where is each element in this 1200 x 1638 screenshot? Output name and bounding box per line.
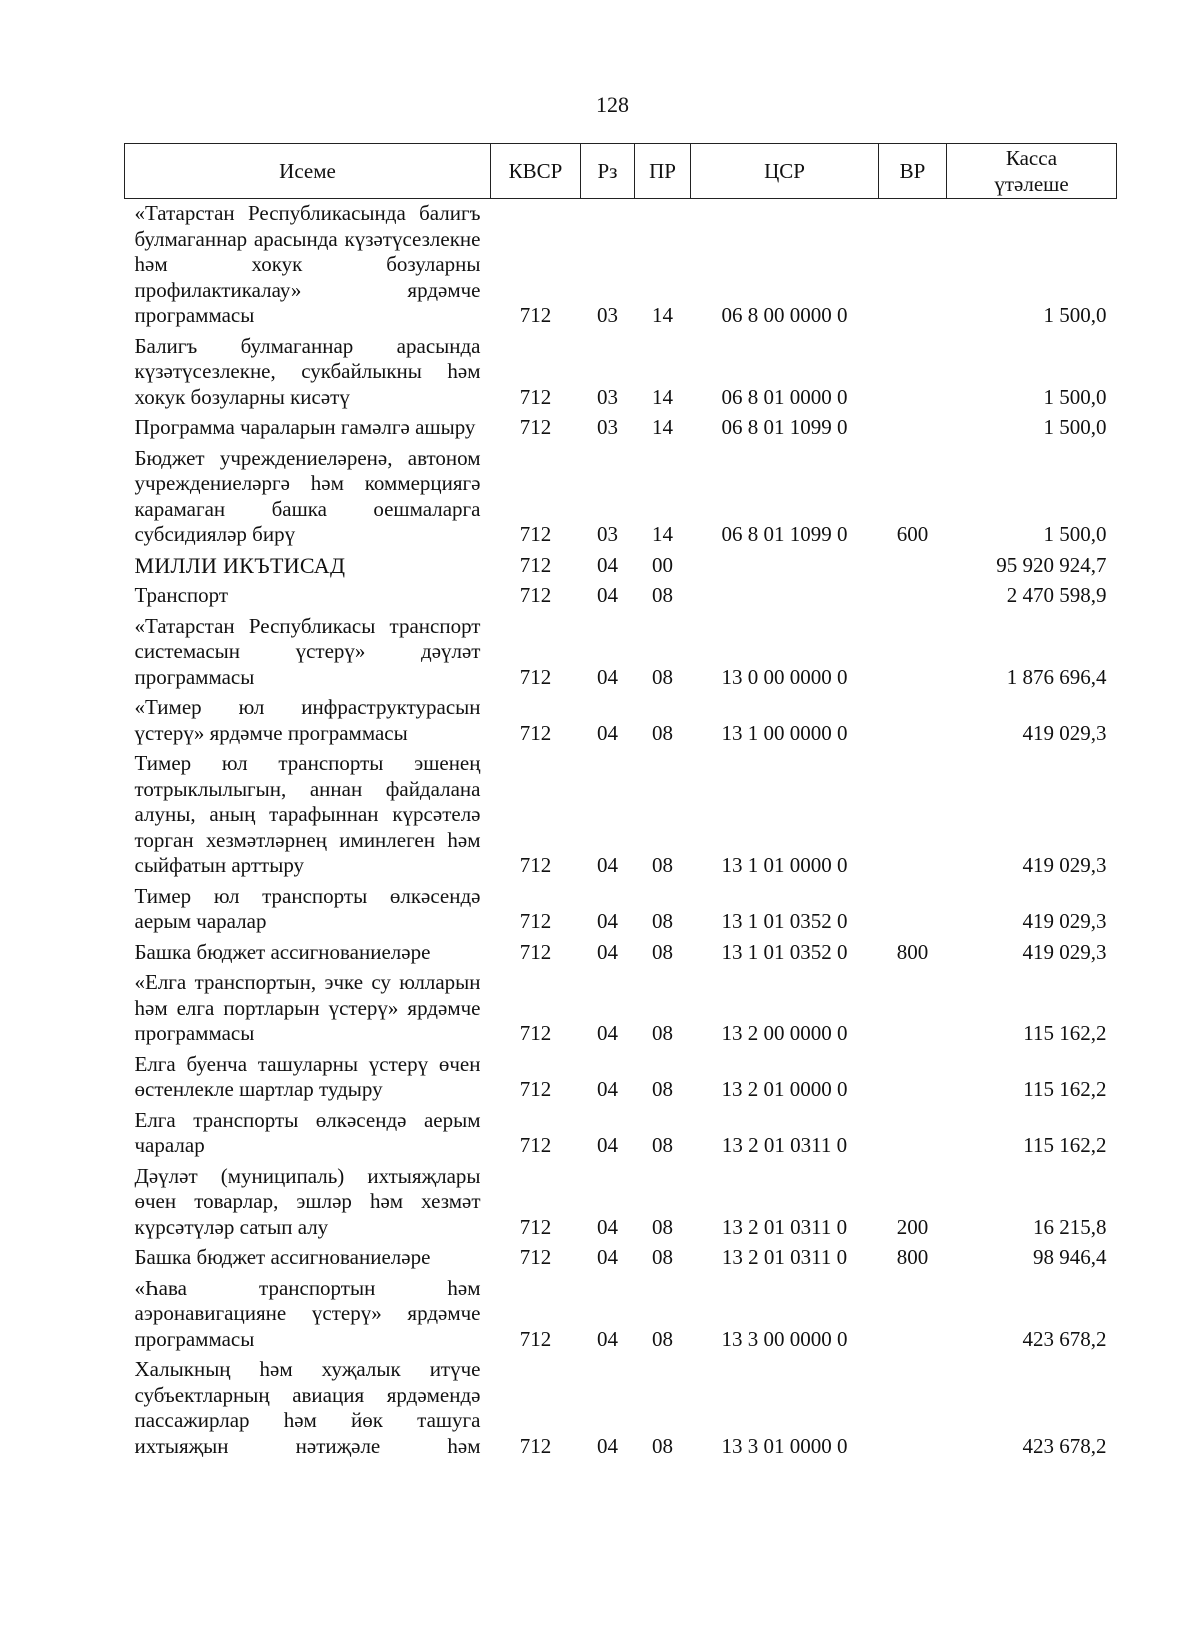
cell-pr: 08 — [652, 1021, 673, 1045]
cell-pr: 08 — [652, 1433, 673, 1458]
cell-csr: 13 2 01 0311 0 — [721, 1245, 848, 1269]
cell-rz: 04 — [597, 720, 618, 745]
cell-kvsr: 712 — [519, 720, 552, 745]
table-row — [125, 413, 1117, 444]
cell-name: «Татарстан Республикасы транспорт системасын үстерү» дәүләт программасы — [134, 613, 481, 689]
cell-kvsr: 712 — [519, 1133, 552, 1157]
cell-rz: 04 — [597, 1326, 618, 1351]
cell-sum: 1 500,0 — [1043, 415, 1107, 439]
cell-kvsr: 712 — [519, 1021, 552, 1045]
cell-pr: 14 — [652, 384, 673, 409]
cell-name: Транспорт — [134, 583, 229, 607]
cell-sum: 1 876 696,4 — [1006, 664, 1107, 689]
table-row — [125, 938, 1117, 969]
cell-vr — [879, 332, 947, 414]
cell-sum: 1 500,0 — [1043, 522, 1107, 546]
cell-csr: 06 8 00 0000 0 — [721, 303, 848, 327]
cell-name: «Елга транспортын, эчке су юлларын һәм елга портларын үстерү» ярдәмче программасы — [134, 970, 481, 1045]
cell-name: «Тимер юл инфраструктурасын үстерү» ярдәмче программасы — [134, 695, 481, 745]
cell-kvsr: 712 — [519, 1433, 552, 1458]
cell-sum: 98 946,4 — [1033, 1245, 1107, 1269]
table-row — [125, 1162, 1117, 1244]
table-header — [125, 144, 1117, 199]
budget-table — [124, 143, 1117, 1462]
cell-sum: 423 678,2 — [1022, 1433, 1107, 1458]
cell-csr: 13 3 00 0000 0 — [721, 1326, 848, 1351]
table-row — [125, 581, 1117, 612]
cell-csr: 13 0 00 0000 0 — [721, 664, 848, 689]
cell-vr — [879, 612, 947, 694]
table-row — [125, 444, 1117, 551]
cell-kvsr: 712 — [519, 522, 552, 546]
cell-rz: 04 — [597, 552, 618, 577]
cell-pr: 08 — [652, 720, 673, 745]
cell-pr: 08 — [652, 1326, 673, 1351]
cell-rz: 04 — [597, 1214, 618, 1239]
cell-rz: 04 — [597, 939, 618, 964]
cell-vr: 600 — [896, 522, 929, 546]
table-body — [125, 199, 1117, 1463]
cell-sum: 1 500,0 — [1043, 384, 1107, 409]
cell-pr: 08 — [652, 853, 673, 877]
cell-pr: 08 — [652, 909, 673, 933]
cell-pr: 14 — [652, 303, 673, 327]
cell-sum: 419 029,3 — [1022, 720, 1107, 745]
cell-rz: 04 — [597, 1077, 618, 1101]
cell-name: МИЛЛИ ИКЪТИСАД — [134, 552, 346, 578]
cell-sum: 423 678,2 — [1022, 1326, 1107, 1351]
cell-vr — [879, 413, 947, 444]
cell-sum: 115 162,2 — [1023, 1021, 1107, 1045]
cell-csr: 13 1 01 0352 0 — [721, 909, 848, 933]
column-header-name: Исеме — [125, 144, 491, 199]
cell-csr: 13 2 01 0311 0 — [721, 1214, 848, 1239]
cell-name: «Татарстан Республикасында балигъ булмаганнар арасында күзәтүсезлекне һәм хокук бозуларны профилактикалау» ярдәмче программасы — [134, 201, 481, 327]
cell-csr: 13 2 01 0311 0 — [721, 1133, 848, 1157]
cell-vr — [879, 551, 947, 582]
table-row — [125, 1050, 1117, 1106]
cell-pr: 08 — [652, 1077, 673, 1101]
cell-csr: 13 3 01 0000 0 — [721, 1433, 848, 1458]
cell-csr: 06 8 01 0000 0 — [721, 384, 848, 409]
column-header-pr: ПР — [635, 144, 691, 199]
cell-rz: 04 — [597, 1245, 618, 1269]
cell-csr: 06 8 01 1099 0 — [721, 522, 848, 546]
cell-kvsr: 712 — [519, 384, 552, 409]
cell-sum: 2 470 598,9 — [1006, 583, 1107, 607]
cell-vr — [879, 581, 947, 612]
cell-kvsr: 712 — [519, 939, 552, 964]
cell-csr: 13 2 01 0000 0 — [721, 1077, 848, 1101]
cell-kvsr: 712 — [519, 853, 552, 877]
cell-name: Тимер юл транспорты эшенең тотрыклылыгын, аннан файдалана алуны, аның тарафыннан күрсәтелә торган хезмәтләрнең иминлеген һәм сыйфатын арттыру — [134, 751, 481, 877]
cell-csr: 13 1 01 0352 0 — [721, 939, 848, 964]
cell-rz: 03 — [597, 384, 618, 409]
page-number: 128 — [596, 92, 629, 117]
table-row — [125, 693, 1117, 749]
cell-pr: 08 — [652, 939, 673, 964]
cell-rz: 04 — [597, 664, 618, 689]
cell-pr: 08 — [652, 1133, 673, 1157]
table-row — [125, 882, 1117, 938]
cell-sum: 419 029,3 — [1022, 909, 1107, 933]
table-row — [125, 1274, 1117, 1356]
cell-pr: 08 — [652, 583, 673, 607]
cell-name: Елга буенча ташуларны үстерү өчен өстенлекле шартлар тудыру — [134, 1051, 481, 1101]
cell-kvsr: 712 — [519, 1214, 552, 1239]
cell-vr: 200 — [896, 1214, 929, 1239]
cell-kvsr: 712 — [519, 664, 552, 689]
table-row — [125, 199, 1117, 332]
cell-pr: 14 — [652, 415, 673, 439]
column-header-vr: ВР — [879, 144, 947, 199]
cell-kvsr: 712 — [519, 583, 552, 607]
cell-vr — [879, 1106, 947, 1162]
cell-rz: 03 — [597, 303, 618, 327]
cell-csr — [691, 581, 879, 612]
cell-rz: 04 — [597, 853, 618, 877]
cell-name: Халыкның һәм хуҗалык итүче субъектларның авиация ярдәмендә пассажирлар һәм йөк ташуга ихтыяҗын нәтиҗәле һәм — [134, 1357, 481, 1458]
cell-sum: 115 162,2 — [1023, 1077, 1107, 1101]
cell-vr: 800 — [896, 939, 929, 964]
table-row — [125, 1106, 1117, 1162]
cell-vr — [879, 1355, 947, 1462]
cell-pr: 00 — [652, 552, 673, 577]
cell-kvsr: 712 — [519, 1077, 552, 1101]
cell-vr — [879, 199, 947, 332]
cell-sum: 419 029,3 — [1022, 939, 1107, 964]
cell-rz: 04 — [597, 909, 618, 933]
cell-pr: 08 — [652, 1245, 673, 1269]
cell-vr — [879, 968, 947, 1050]
cell-csr: 13 1 00 0000 0 — [721, 720, 848, 745]
cell-rz: 04 — [597, 1021, 618, 1045]
cell-sum: 95 920 924,7 — [996, 552, 1107, 577]
cell-vr — [879, 693, 947, 749]
column-header-sum: Касса үтәлеше — [947, 144, 1117, 199]
cell-name: Елга транспорты өлкәсендә аерым чаралар — [134, 1107, 481, 1157]
cell-rz: 03 — [597, 522, 618, 546]
table-row — [125, 332, 1117, 414]
cell-name: Тимер юл транспорты өлкәсендә аерым чаралар — [134, 883, 481, 933]
cell-csr — [691, 551, 879, 582]
cell-sum: 16 215,8 — [1033, 1214, 1107, 1239]
cell-kvsr: 712 — [519, 415, 552, 439]
cell-rz: 03 — [597, 415, 618, 439]
cell-kvsr: 712 — [519, 1245, 552, 1269]
cell-csr: 13 1 01 0000 0 — [721, 853, 848, 877]
table-row — [125, 749, 1117, 882]
table-row — [125, 551, 1117, 582]
cell-pr: 08 — [652, 1214, 673, 1239]
cell-vr: 800 — [896, 1245, 929, 1269]
cell-vr — [879, 1274, 947, 1356]
cell-sum: 1 500,0 — [1043, 303, 1107, 327]
cell-pr: 08 — [652, 664, 673, 689]
cell-rz: 04 — [597, 1433, 618, 1458]
column-header-rz: Рз — [581, 144, 635, 199]
column-header-csr: ЦСР — [691, 144, 879, 199]
table-row — [125, 612, 1117, 694]
table-row — [125, 1355, 1117, 1462]
cell-name: Башка бюджет ассигнованиеләре — [134, 1245, 431, 1269]
cell-vr — [879, 749, 947, 882]
cell-pr: 14 — [652, 522, 673, 546]
cell-kvsr: 712 — [519, 909, 552, 933]
cell-csr: 06 8 01 1099 0 — [721, 415, 848, 439]
table-row — [125, 1243, 1117, 1274]
cell-vr — [879, 882, 947, 938]
cell-rz: 04 — [597, 583, 618, 607]
cell-csr: 13 2 00 0000 0 — [721, 1021, 848, 1045]
cell-kvsr: 712 — [519, 1326, 552, 1351]
column-header-kvsr: КВСР — [491, 144, 581, 199]
table-row — [125, 968, 1117, 1050]
cell-kvsr: 712 — [519, 552, 552, 577]
cell-name: Бюджет учреждениеләренә, автоном учреждениеләргә һәм коммерциягә карамаган башка оешмаларга субсидияләр бирү — [134, 445, 481, 546]
cell-name: Программа чараларын гамәлгә ашыру — [134, 415, 476, 439]
cell-name: «Һава транспортын һәм аэронавигацияне үстерү» ярдәмче программасы — [134, 1275, 481, 1351]
cell-name: Балигъ булмаганнар арасында күзәтүсезлекне, сукбайлыкны һәм хокук бозуларны кисәтү — [134, 333, 481, 409]
cell-kvsr: 712 — [519, 303, 552, 327]
cell-sum: 419 029,3 — [1022, 853, 1107, 877]
cell-vr — [879, 1050, 947, 1106]
cell-rz: 04 — [597, 1133, 618, 1157]
cell-name: Башка бюджет ассигнованиеләре — [134, 939, 431, 964]
cell-sum: 115 162,2 — [1023, 1133, 1107, 1157]
cell-name: Дәүләт (муниципаль) ихтыяҗлары өчен товарлар, эшләр һәм хезмәт күрсәтүләр сатып алу — [134, 1163, 481, 1239]
